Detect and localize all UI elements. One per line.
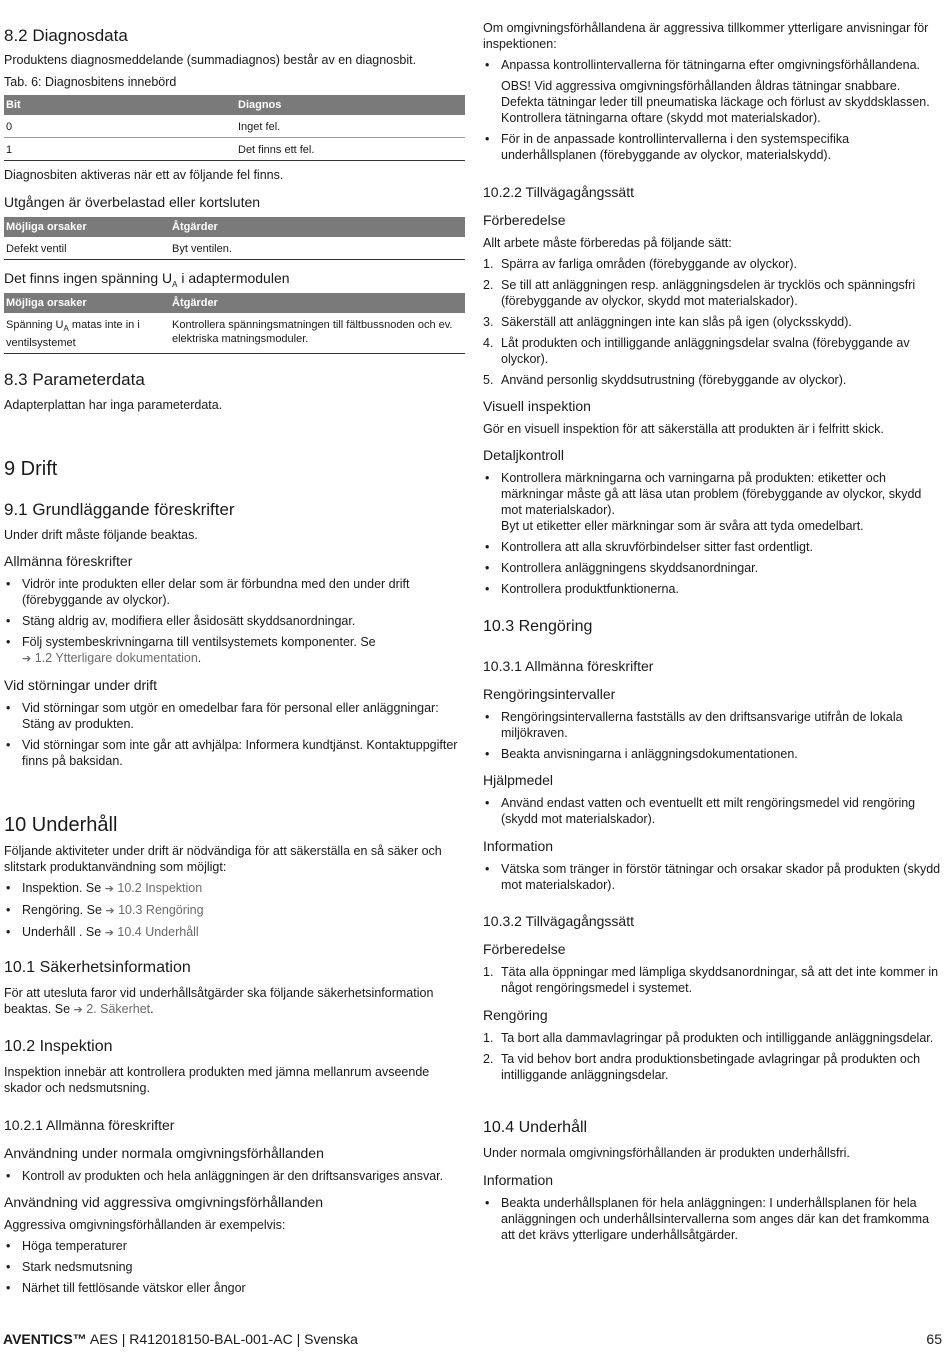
parameter-text: Adapterplattan har inga parameterdata. — [4, 398, 223, 412]
list-item — [483, 1030, 943, 1046]
cause-text: Spänning U — [6, 319, 64, 331]
diagnostic-intro: Produktens diagnosmeddelande (summadiagnos) består av en diagnosbit. — [4, 53, 417, 67]
safety-text: För att utesluta faror vid underhållsåtgärder ska följande säkerhetsinformation beaktas. Se — [4, 986, 434, 1016]
aids-list — [483, 795, 943, 832]
preparation-steps — [483, 964, 943, 1001]
cell-cause: Defekt ventil — [4, 237, 170, 260]
chapter-10-title: 10 Underhåll — [4, 814, 118, 836]
preparation-title: Förberedelse — [483, 212, 566, 228]
title-text: Det finns ingen spänning U — [4, 270, 173, 286]
title-text: i adaptermodulen — [177, 270, 290, 286]
visual-inspection-title: Visuell inspektion — [483, 398, 591, 414]
list-item: • Beakta anvisningarna i anläggningsdokumentationen. — [483, 746, 943, 762]
list-item: • Följ systembeskrivningarna till ventilsystemets komponenter. Se ➔ 1.2 Ytterligare dokumentation. — [4, 634, 465, 667]
normal-conditions-title: Användning under normala omgivningsförhållanden — [4, 1145, 324, 1161]
item-text: Underhåll . Se — [22, 925, 102, 939]
table-row — [4, 313, 465, 354]
xref-link[interactable] — [74, 1002, 151, 1016]
list-item — [483, 57, 943, 126]
diagnostic-bit-table — [4, 95, 465, 161]
arrow-right-icon: ➔ — [22, 653, 32, 665]
normal-conditions-list — [4, 1168, 465, 1189]
section-9-1-title: 9.1 Grundläggande föreskrifter — [4, 500, 235, 519]
preparation-title: Förberedelse — [483, 941, 566, 957]
step-text: Använd personlig skyddsutrustning (förebyggande av olyckor). — [501, 373, 847, 387]
section-10-2-2-title: 10.2.2 Tillvägagångssätt — [483, 184, 634, 200]
fault-overload-table — [4, 217, 465, 260]
subscript: A — [172, 279, 178, 289]
general-rules-title: Allmänna föreskrifter — [4, 553, 133, 569]
table-row — [4, 138, 465, 161]
fault-no-voltage-table — [4, 293, 465, 354]
step-text: Täta alla öppningar med lämpliga skyddsanordningar, så att det inte kommer in något rengöringsmedel i systemet. — [501, 965, 939, 995]
table-row — [4, 115, 465, 138]
maintenance-activities-list — [4, 880, 465, 946]
list-item — [483, 964, 943, 996]
col-header-diagnos: Diagnos — [236, 95, 465, 115]
list-item — [483, 277, 943, 309]
aids-title: Hjälpmedel — [483, 772, 554, 788]
step-number: 1. — [483, 1031, 494, 1045]
activation-text: Diagnosbiten aktiveras när ett av följande fel finns. — [4, 168, 284, 182]
aggressive-examples-list — [4, 1238, 465, 1301]
visual-inspection-text: Gör en visuell inspektion för att säkerställa att produkten är i felfritt skick. — [483, 422, 884, 436]
cleaning-intervals-title: Rengöringsintervaller — [483, 686, 616, 702]
fault-overload-title: Utgången är överbelastad eller kortsluten — [4, 194, 261, 210]
aggressive-instructions-list — [483, 57, 943, 168]
list-item: • Vätska som tränger in förstör tätningar och orsakar skador på produkten (skydd mot materialskador). — [483, 861, 943, 893]
list-item — [4, 924, 465, 941]
col-header-causes: Möjliga orsaker — [4, 293, 170, 313]
aggressive-note: Om omgivningsförhållandena är aggressiva tillkommer ytterligare anvisningar för inspektionen: — [483, 21, 929, 51]
doc-reference: AES | R412018150-BAL-001-AC | Svenska — [86, 1331, 358, 1347]
step-text: Säkerställ att anläggningen inte kan slås på igen (olycksskydd). — [501, 315, 852, 329]
list-item: • Beakta underhållsplanen för hela anläggningen: I underhållsplanen för hela anläggningen och underhållsintervallerna som anges där kan det framkomma att det krävs ytterligare underhållsåtgärder. — [483, 1195, 943, 1243]
step-text: Se till att anläggningen resp. anläggningsdelen är trycklös och spänningsfri (förebyggande av olyckor, skydd mot materialskador). — [501, 278, 916, 308]
section-10-1-title: 10.1 Säkerhetsinformation — [4, 959, 191, 976]
obs-text: Vid aggressiva omgivningsförhållanden åldras tätningar snabbare. Defekta tätningar leder till pneumatiska läckage och förlust av skyddsklassen. Kontrollera tätningarna oftare (skydd mot materialskador). — [501, 79, 930, 125]
xref-link[interactable] — [105, 881, 203, 895]
list-item: • Rengöringsintervallerna fastställs av den driftsansvarige utifrån de lokala miljökraven. — [483, 709, 943, 741]
information-list — [483, 861, 943, 898]
col-header-causes: Möjliga orsaker — [4, 217, 170, 237]
list-item — [4, 902, 465, 919]
brand-logo: AVENTICS™ — [3, 1331, 87, 1347]
step-text: Spärra av farliga områden (förebyggande av olyckor). — [501, 257, 797, 271]
information-title: Information — [483, 838, 554, 854]
list-item: • Kontrollera anläggningens skyddsanordningar. — [483, 560, 943, 576]
page-number: 65 — [926, 1331, 942, 1347]
step-number: 5. — [483, 373, 494, 387]
step-number: 1. — [483, 257, 494, 271]
cell-diagnos: Inget fel. — [236, 115, 465, 138]
aggressive-conditions-title: Användning vid aggressiva omgivningsförhållanden — [4, 1194, 324, 1210]
step-text: Ta bort alla dammavlagringar på produkten och intilliggande anläggningsdelar. — [501, 1031, 934, 1045]
xref-link[interactable] — [105, 925, 199, 939]
table-6-caption: Tab. 6: Diagnosbitens innebörd — [4, 75, 177, 89]
section-10-2-1-title: 10.2.1 Allmänna föreskrifter — [4, 1117, 175, 1133]
step-number: 3. — [483, 315, 494, 329]
item-text: Rengöring. Se — [22, 903, 102, 917]
detail-check-list — [483, 470, 943, 602]
general-rules-list — [4, 576, 465, 672]
col-header-actions: Åtgärder — [170, 217, 465, 237]
xref-text: 10.2 Inspektion — [117, 881, 203, 895]
safety-info-text: För att utesluta faror vid underhållsåtgärder ska följande säkerhetsinformation beaktas. Se ➔ 2. Säkerhet. — [4, 986, 434, 1016]
list-item — [483, 314, 943, 330]
maintenance-free-text: Under normala omgivningsförhållanden är produkten underhållsfri. — [483, 1146, 850, 1160]
obs-note — [501, 78, 943, 126]
item-text: Anpassa kontrollintervallerna för tätningarna efter omgivningsförhållandena. — [501, 58, 921, 72]
xref-text: 10.4 Underhåll — [117, 925, 199, 939]
list-item: • Stäng aldrig av, modifiera eller åsidosätt skyddsanordningar. — [4, 613, 465, 629]
section-10-3-1-title: 10.3.1 Allmänna föreskrifter — [483, 658, 654, 674]
aggressive-intro: Aggressiva omgivningsförhållanden är exempelvis: — [4, 1218, 286, 1232]
cell-bit: 1 — [4, 138, 236, 161]
list-item: • För in de anpassade kontrollintervallerna i den systemspecifika underhållsplanen (förebyggande av olyckor, materialskydd). — [483, 131, 943, 163]
step-number: 1. — [483, 965, 494, 979]
step-text: Ta vid behov bort andra produktionsbetingade avlagringar på produkten och intilliggande anläggningsdelar. — [501, 1052, 921, 1082]
step-number: 2. — [483, 1052, 494, 1066]
item-text: Kontrollera märkningarna och varningarna på produkten: etiketter och märkningar måste gå att läsa utan problem (förebyggande av olyckor, skydd mot materialskador). — [501, 471, 922, 517]
faults-list — [4, 700, 465, 774]
list-item — [483, 470, 943, 534]
list-item: • Använd endast vatten och eventuellt ett milt rengöringsmedel vid rengöring (skydd mot materialskador). — [483, 795, 943, 827]
section-8-3-title: 8.3 Parameterdata — [4, 370, 145, 389]
fault-no-voltage-title — [4, 270, 465, 293]
preparation-steps — [483, 256, 943, 393]
step-text: Låt produkten och intilliggande anläggningsdelar svalna (förebyggande av olyckor). — [501, 336, 910, 366]
section-10-3-2-title: 10.3.2 Tillvägagångssätt — [483, 913, 634, 929]
arrow-right-icon: ➔ — [104, 883, 114, 895]
list-item: • Närhet till fettlösande vätskor eller ångor — [4, 1280, 465, 1296]
section-10-4-title: 10.4 Underhåll — [483, 1119, 588, 1136]
xref-text: 10.3 Rengöring — [118, 903, 204, 917]
list-item: • Kontrollera att alla skruvförbindelser sitter fast ordentligt. — [483, 539, 943, 555]
list-item: • Vid störningar som utgör en omedelbar fara för personal eller anläggningar: Stäng av produkten. — [4, 700, 465, 732]
section-8-2-title: 8.2 Diagnosdata — [4, 26, 128, 45]
list-item — [483, 372, 943, 388]
list-item: • Höga temperaturer — [4, 1238, 465, 1254]
list-item: • Kontrollera produktfunktionerna. — [483, 581, 943, 597]
col-header-bit: Bit — [4, 95, 236, 115]
section-10-3-title: 10.3 Rengöring — [483, 618, 593, 635]
detail-check-title: Detaljkontroll — [483, 447, 564, 463]
list-item: • Kontroll av produkten och hela anläggningen är den driftsansvariges ansvar. — [4, 1168, 465, 1184]
footer-doc-info — [3, 1330, 358, 1348]
list-item: • Vidrör inte produkten eller delar som är förbundna med den under drift (förebyggande av olyckor). — [4, 576, 465, 608]
arrow-right-icon: ➔ — [104, 927, 114, 939]
cell-bit: 0 — [4, 115, 236, 138]
step-number: 2. — [483, 278, 494, 292]
faults-title: Vid störningar under drift — [4, 677, 158, 693]
item-text: Inspektion. Se — [22, 881, 102, 895]
item-text: Följ systembeskrivningarna till ventilsystemets komponenter. Se — [22, 635, 376, 649]
list-item: • Stark nedsmutsning — [4, 1259, 465, 1275]
information-list — [483, 1195, 943, 1248]
cell-diagnos: Det finns ett fel. — [236, 138, 465, 161]
cleaning-title: Rengöring — [483, 1007, 548, 1023]
step-number: 4. — [483, 336, 494, 350]
xref-link[interactable] — [22, 651, 198, 665]
inspection-text: Inspektion innebär att kontrollera produkten med jämna mellanrum avseende skador och nedsmutsning. — [4, 1065, 430, 1095]
item-text: Byt ut etiketter eller märkningar som är svåra att tyda omedelbart. — [501, 519, 864, 533]
arrow-right-icon: ➔ — [73, 1004, 83, 1016]
xref-text: 2. Säkerhet — [86, 1002, 151, 1016]
list-item — [483, 256, 943, 272]
obs-label: OBS! — [501, 79, 531, 93]
arrow-right-icon: ➔ — [105, 905, 115, 917]
operation-intro: Under drift måste följande beaktas. — [4, 528, 198, 542]
xref-link[interactable] — [105, 903, 203, 917]
cleaning-steps — [483, 1030, 943, 1088]
list-item: • Vid störningar som inte går att avhjälpa: Informera kundtjänst. Kontaktuppgifter finns på baksidan. — [4, 737, 465, 769]
cell-cause — [4, 313, 170, 354]
section-10-2-title: 10.2 Inspektion — [4, 1038, 113, 1055]
information-title: Information — [483, 1172, 554, 1188]
list-item — [4, 880, 465, 897]
subscript: A — [63, 324, 69, 334]
cell-action: Kontrollera spänningsmatningen till fältbussnoden och ev. elektriska matningsmoduler. — [170, 313, 465, 354]
cleaning-intervals-list — [483, 709, 943, 767]
preparation-intro: Allt arbete måste förberedas på följande sätt: — [483, 236, 732, 250]
cause-text: matas inte in i ventilsystemet — [6, 319, 140, 350]
xref-text: 1.2 Ytterligare dokumentation — [34, 651, 198, 665]
cell-action: Byt ventilen. — [170, 237, 465, 260]
col-header-actions: Åtgärder — [170, 293, 465, 313]
maintenance-intro: Följande aktiviteter under drift är nödvändiga för att säkerställa en så säker och slitstark produktanvändning som möjligt: — [4, 844, 442, 874]
chapter-9-title: 9 Drift — [4, 458, 58, 480]
list-item — [483, 335, 943, 367]
list-item — [483, 1051, 943, 1083]
table-row — [4, 237, 465, 260]
